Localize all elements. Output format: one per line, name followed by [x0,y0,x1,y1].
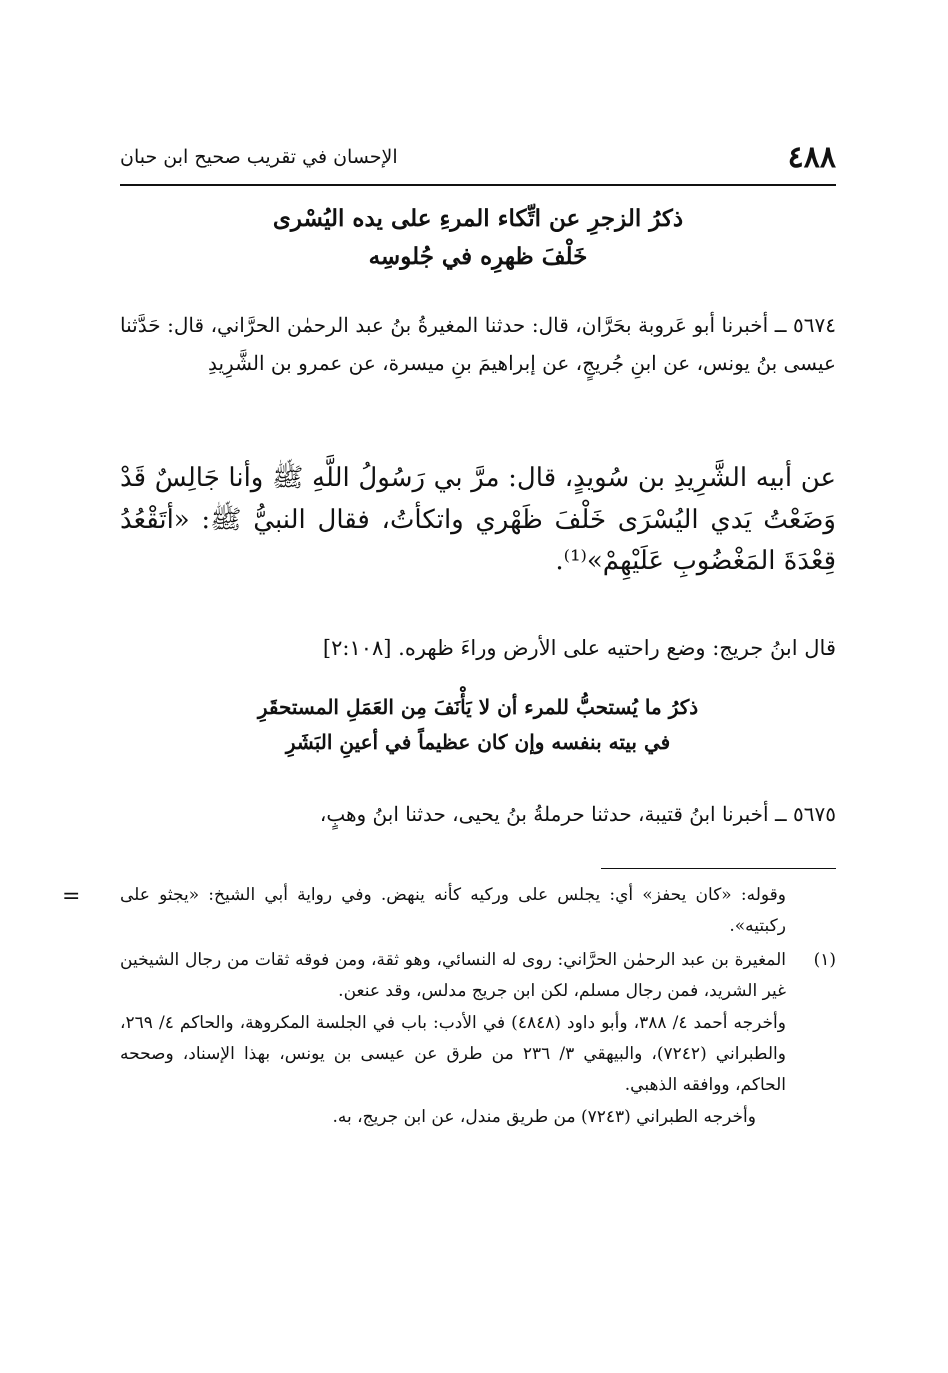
hadith-5675-isnad: ٥٦٧٥ ــ أخبرنا ابنُ قتيبة، حدثنا حرملةُ بنُ يحيى، حدثنا ابنُ وهبٍ، [319,802,836,826]
hadith-5674-matn: عن أبيه الشَّرِيدِ بن سُويدٍ، قال: مرَّ بي رَسُولُ اللَّهِ ﷺ وأنا جَالِسٌ قَدْ وَضَعْتُ يَدي اليُسْرَى خَلْفَ ظَهْري واتكأتُ، فقال النبيُّ ﷺ: «أتَقْعُدُ قِعْدَةَ المَغْضُوبِ عَلَيْهِمْ»⁽¹⁾. [120,463,836,577]
page-number: ٤٨٨ [787,140,836,175]
footnote-continuation-mark: = [62,884,81,909]
footnote-separator [601,868,836,869]
page-header [120,140,836,186]
chapter-heading-2 [120,690,836,760]
chapter-heading-1-line2: خَلْفَ ظهرِه في جُلوسِه [368,242,588,270]
footnote-1-text: المغيرة بن عبد الرحمٰن الحرَّاني: روى له النسائي، وهو ثقة، ومن فوقه ثقات من رجال الشيخين غير الشريد، فمن رجال مسلم، لكن ابن جريج مدلس، وقد عنعن. [120,950,786,1001]
footnotes [120,880,836,1133]
chapter-heading-2-line1: ذكرُ ما يُستحبُّ للمرء أن لا يَأْنَفَ مِن العَمَلِ المستحقَرِ [257,695,699,719]
footnote-continued: وقوله: «كان يحفز» أي: يجلس على وركيه كأنه ينهض. وفي رواية أبي الشيخ: «يجثو على ركبتيه». [120,885,786,936]
hadith-5674-isnad: ٥٦٧٤ ــ أخبرنا أبو عَروبة بحَرَّان، قال: حدثنا المغيرةُ بنُ عبد الرحمٰن الحرَّاني، قال: حَدَّثنا عيسى بنُ يونس، عن ابنِ جُريجٍ، عن إبراهيمَ بنِ ميسرة، عن عمرو بن الشَّرِيدِ [120,313,836,375]
footnote-1-last: وأخرجه الطبراني (٧٢٤٣) من طريق مندل، عن ابن جريج، به. [332,1107,756,1128]
ibn-jurayj-comment: قال ابنُ جريج: وضع راحتيه على الأرض وراءَ ظهره. [٢:١٠٨] [322,636,836,660]
chapter-heading-2-line2: في بيته بنفسه وإن كان عظيماً في أعينِ البَشَرِ [285,730,671,754]
running-title: الإحسان في تقريب صحيح ابن حبان [120,146,398,168]
chapter-heading-1-line1: ذكرُ الزجرِ عن اتِّكاء المرءِ على يده اليُسْرى [272,205,684,232]
footnote-1-number: (١) [813,950,836,971]
footnote-1 [120,945,836,1006]
book-page [62,0,836,1373]
chapter-heading-1 [120,200,836,276]
footnote-1-takhrij: وأخرجه أحمد ٤/ ٣٨٨، وأبو داود (٤٨٤٨) في الأدب: باب في الجلسة المكروهة، والحاكم ٤/ ٢٦٩، والطبراني (٧٢٤٢)، والبيهقي ٣/ ٢٣٦ من طرق عن عيسى بن يونس، بهذا الإسناد، وصححه الحاكم، ووافقه الذهبي. [120,1013,786,1095]
